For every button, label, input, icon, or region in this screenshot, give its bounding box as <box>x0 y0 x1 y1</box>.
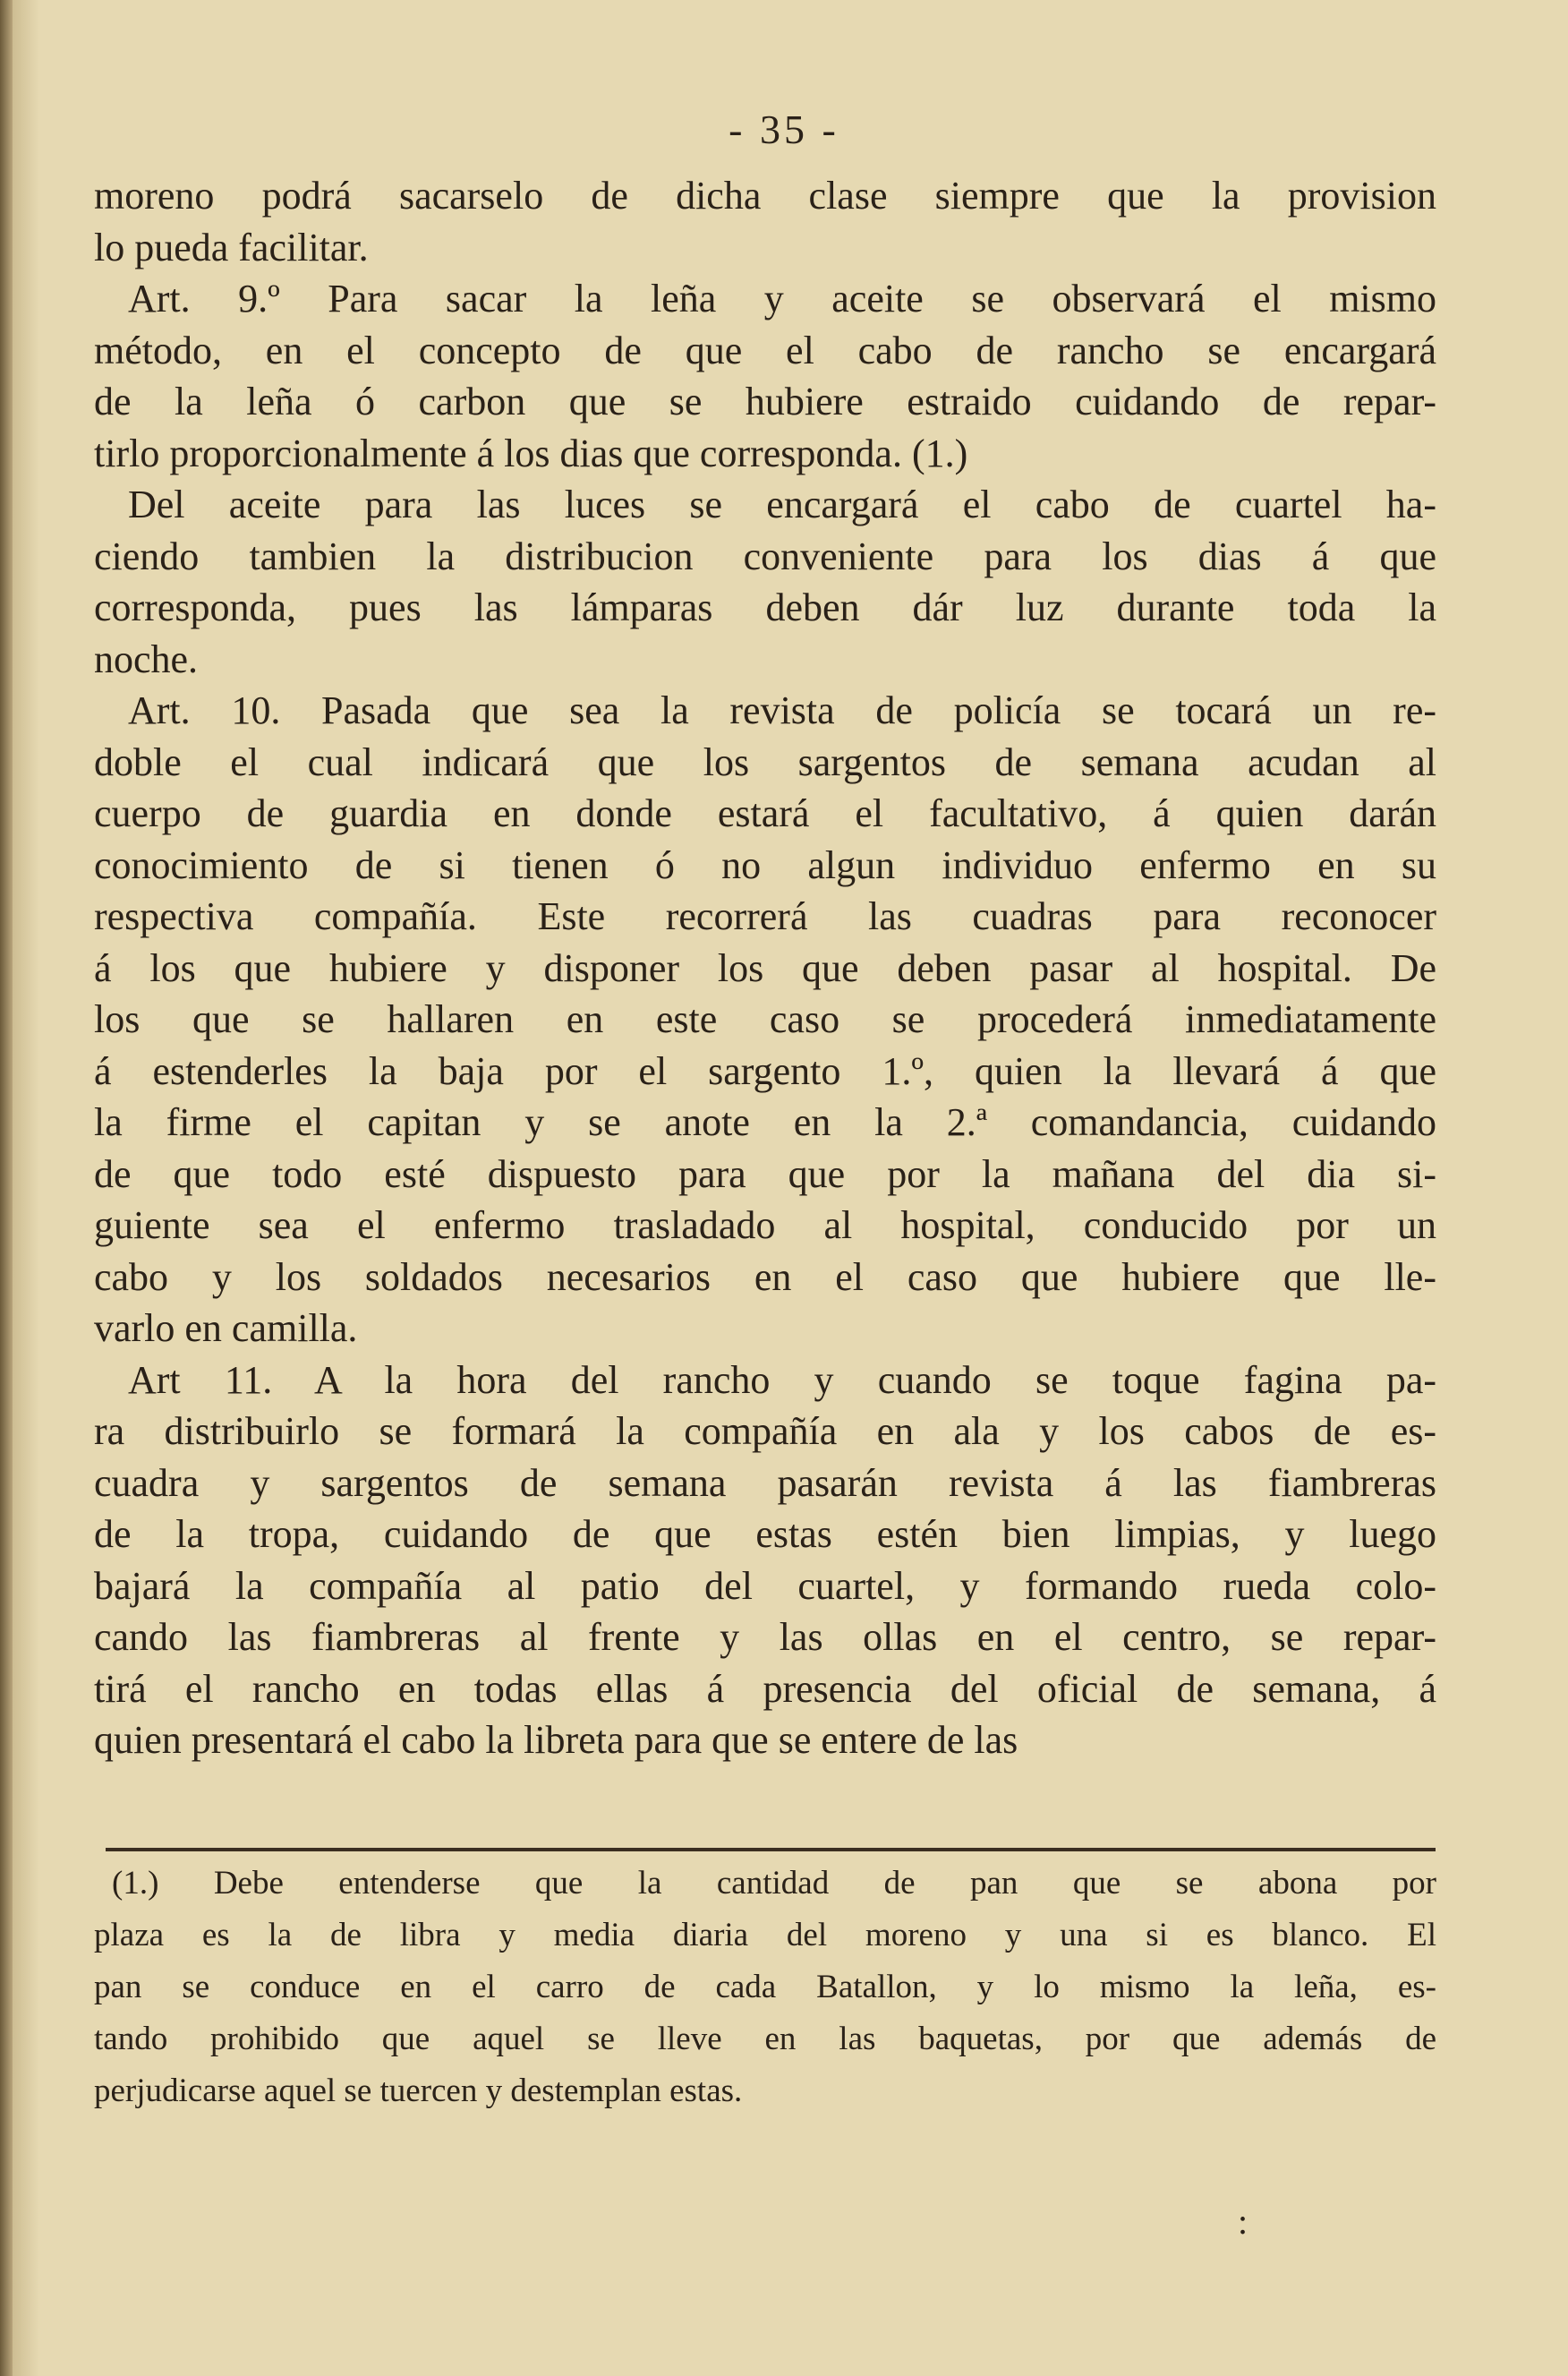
body-line: cando las fiambreras al frente y las ollas en el centro, se repar- <box>94 1615 1436 1659</box>
body-line: noche. <box>94 637 199 681</box>
body-line: de que todo esté dispuesto para que por la mañana del dia si- <box>94 1151 1436 1196</box>
body-line: Del aceite para las luces se encargará el cabo de cuartel ha- <box>128 483 1436 526</box>
page-gutter-shadow <box>13 0 39 2376</box>
footnote-line: pan se conduce en el carro de cada Batallon, y lo mismo la leña, es- <box>94 1969 1436 2005</box>
body-line: quien presentará el cabo la libreta para que se entere de las <box>94 1718 1018 1762</box>
body-line: método, en el concepto de que el cabo de rancho se encargará <box>94 328 1436 372</box>
ink-speck: : <box>1238 2201 1248 2242</box>
body-line: tirá el rancho en todas ellas á presencia del oficial de semana, á <box>94 1666 1436 1711</box>
body-line: Art 11. A la hora del rancho y cuando se toque fagina pa- <box>128 1357 1436 1402</box>
body-line: doble el cual indicará que los sargentos de semana acudan al <box>94 739 1436 784</box>
body-text <box>94 170 1436 1766</box>
body-line: moreno podrá sacarselo de dicha clase siempre que la provision <box>94 174 1436 218</box>
footnote-line: plaza es la de libra y media diaria del moreno y una si es blanco. El <box>94 1917 1436 1953</box>
page-number: - 35 - <box>729 107 839 152</box>
body-line: cabo y los soldados necesarios en el caso que hubiere que lle- <box>94 1254 1436 1299</box>
footnote <box>94 1858 1436 2117</box>
body-line: conocimiento de si tienen ó no algun individuo enfermo en su <box>94 842 1436 887</box>
body-line: de la tropa, cuidando de que estas estén bien limpias, y luego <box>94 1512 1436 1556</box>
body-line: la firme el capitan y se anote en la 2.ª comandancia, cuidando <box>94 1100 1436 1144</box>
body-line: cuadra y sargentos de semana pasarán revista á las fiambreras <box>94 1460 1436 1505</box>
body-line: cuerpo de guardia en donde estará el facultativo, á quien darán <box>94 791 1436 835</box>
body-line: Art. 10. Pasada que sea la revista de policía se tocará un re- <box>128 688 1436 732</box>
body-line: lo pueda facilitar. <box>94 225 369 269</box>
footnote-line: perjudicarse aquel se tuercen y destemplan estas. <box>94 2073 743 2109</box>
body-line: tirlo proporcionalmente á los dias que corresponda. (1.) <box>94 431 968 475</box>
footnote-line: tando prohibido que aquel se lleve en las baquetas, por que además de <box>94 2021 1436 2057</box>
body-line: varlo en camilla. <box>94 1306 358 1350</box>
body-line: los que se hallaren en este caso se procederá inmediatamente <box>94 997 1436 1041</box>
body-line: bajará la compañía al patio del cuartel, y formando rueda colo- <box>94 1563 1436 1608</box>
footnote-line: (1.) Debe entenderse que la cantidad de pan que se abona por <box>112 1865 1436 1902</box>
body-line: corresponda, pues las lámparas deben dár luz durante toda la <box>94 585 1436 629</box>
body-line: á los que hubiere y disponer los que deben pasar al hospital. De <box>94 945 1436 990</box>
footnote-divider <box>106 1848 1436 1851</box>
body-line: Art. 9.º Para sacar la leña y aceite se observará el mismo <box>128 277 1436 321</box>
body-line: de la leña ó carbon que se hubiere estraido cuidando de repar- <box>94 380 1436 423</box>
body-line: ciendo tambien la distribucion conveniente para los dias á que <box>94 534 1436 578</box>
body-line: á estenderles la baja por el sargento 1.º, quien la llevará á que <box>94 1048 1436 1093</box>
body-line: ra distribuirlo se formará la compañía en ala y los cabos de es- <box>94 1409 1436 1453</box>
book-spine-edge <box>0 0 13 2376</box>
body-line: guiente sea el enfermo trasladado al hospital, conducido por un <box>94 1203 1436 1247</box>
body-line: respectiva compañía. Este recorrerá las cuadras para reconocer <box>94 894 1436 938</box>
